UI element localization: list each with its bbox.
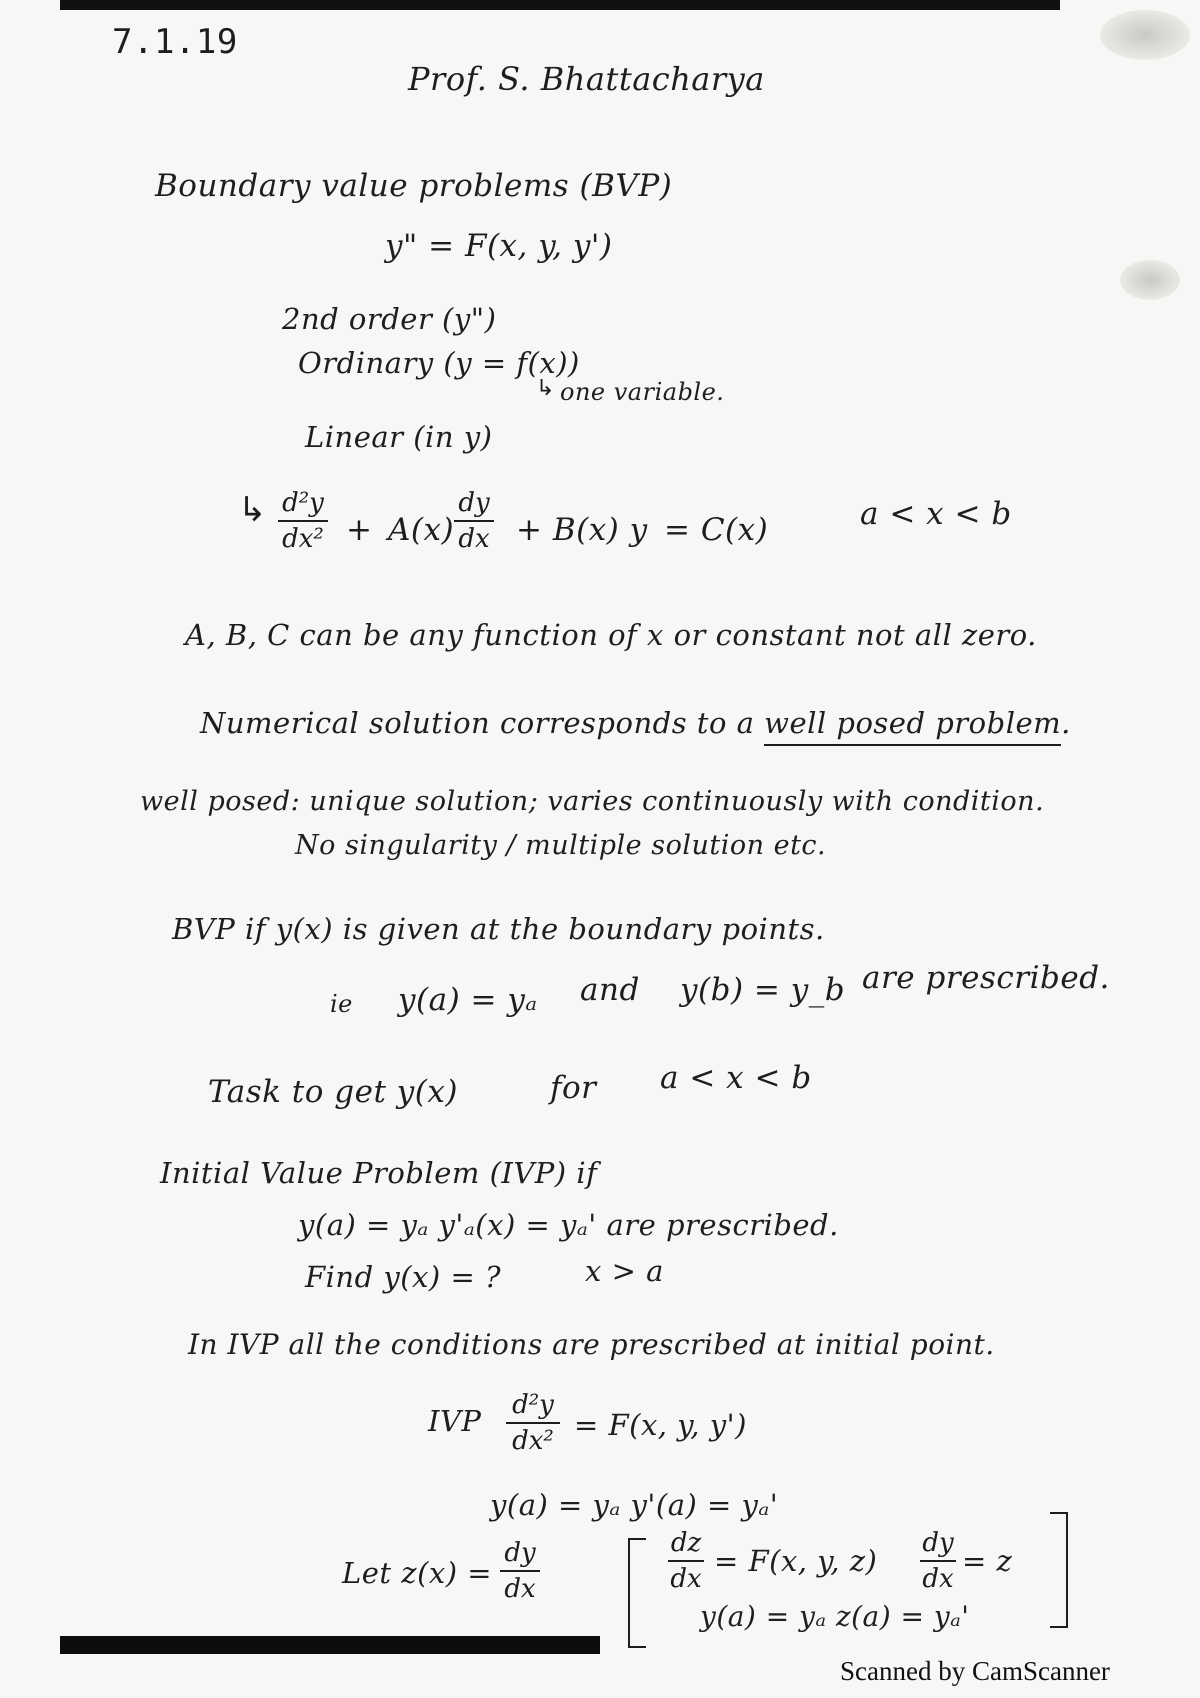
task: Task to get y(x) [208, 1074, 458, 1110]
scan-smudge [1120, 260, 1180, 300]
well-posed-underlined: well posed problem [764, 706, 1061, 746]
sys-dy-dx: dy dx [920, 1528, 956, 1594]
ivp-rhs: = F(x, y, y') [574, 1408, 747, 1442]
let-z-label: Let z(x) = [342, 1556, 493, 1590]
professor-name: Prof. S. Bhattacharya [408, 60, 765, 98]
scan-smudge [1100, 10, 1190, 60]
camscanner-watermark: Scanned by CamScanner [840, 1656, 1110, 1686]
ie-prefix: ie [330, 990, 353, 1018]
hook-arrow-icon: ↳ [238, 490, 267, 530]
task-for: for [550, 1070, 597, 1106]
bvp-ordinary: Ordinary (y = f(x)) [298, 346, 580, 380]
eq-A-coefficient: A(x) [388, 512, 455, 548]
sys-rhs2: = z [962, 1544, 1013, 1578]
sys-initial-conditions: y(a) = yₐ z(a) = yₐ' [700, 1600, 970, 1633]
system-right-bracket [1050, 1512, 1068, 1628]
scan-edge-bottom [60, 1636, 600, 1654]
ivp-d2y-dx2: d²y dx² [506, 1390, 560, 1456]
scan-edge-top [60, 0, 1060, 10]
bvp-title: Boundary value problems (BVP) [155, 168, 673, 204]
system-left-bracket [628, 1538, 646, 1648]
ivp-title: Initial Value Problem (IVP) if [160, 1156, 598, 1190]
ie-suffix: are prescribed. [862, 960, 1110, 996]
ie-and: and [580, 972, 640, 1008]
ivp-note: In IVP all the conditions are prescribed at initial point. [188, 1328, 995, 1361]
hook-arrow-icon: ↳ [536, 376, 555, 401]
eq-domain: a < x < b [860, 496, 1012, 532]
task-domain: a < x < b [660, 1060, 812, 1096]
ivp-conditions: y(a) = yₐ y'ₐ(x) = yₐ' are prescribed. [298, 1208, 839, 1242]
eq-B-term: + B(x) y [516, 512, 648, 548]
bvp-order: 2nd order (y") [282, 302, 497, 336]
let-dy-dx: dy dx [500, 1538, 540, 1604]
ie-ya: y(a) = yₐ [398, 982, 538, 1018]
eq-d2y-dx2: d²y dx² [278, 488, 328, 554]
sys-dz-dx: dz dx [668, 1528, 704, 1594]
sys-rhs1: = F(x, y, z) [714, 1544, 878, 1578]
note-date: 7.1.19 [112, 22, 238, 62]
abc-note: A, B, C can be any function of x or constant not all zero. [185, 618, 1037, 652]
bvp-linear: Linear (in y) [305, 420, 493, 454]
ivp-find: Find y(x) = ? [305, 1260, 502, 1294]
eq-plus: + [346, 512, 373, 548]
eq-C-term: = C(x) [664, 512, 769, 548]
ivp-initial-conditions: y(a) = yₐ y'(a) = yₐ' [490, 1488, 779, 1522]
numerical-note: Numerical solution corresponds to a well posed problem. [200, 706, 1071, 740]
bvp-if: BVP if y(x) is given at the boundary points. [172, 912, 825, 946]
eq-dy-dx: dy dx [454, 488, 494, 554]
well-posed-definition: well posed: unique solution; varies continuously with condition. [140, 786, 1045, 817]
ivp-find-domain: x > a [585, 1254, 664, 1288]
bvp-ordinary-note: one variable. [560, 378, 725, 406]
ivp-label: IVP [428, 1404, 482, 1438]
bvp-general-form: y" = F(x, y, y') [385, 228, 613, 264]
ie-yb: y(b) = y_b [680, 972, 846, 1008]
well-posed-conditions: No singularity / multiple solution etc. [295, 830, 827, 861]
